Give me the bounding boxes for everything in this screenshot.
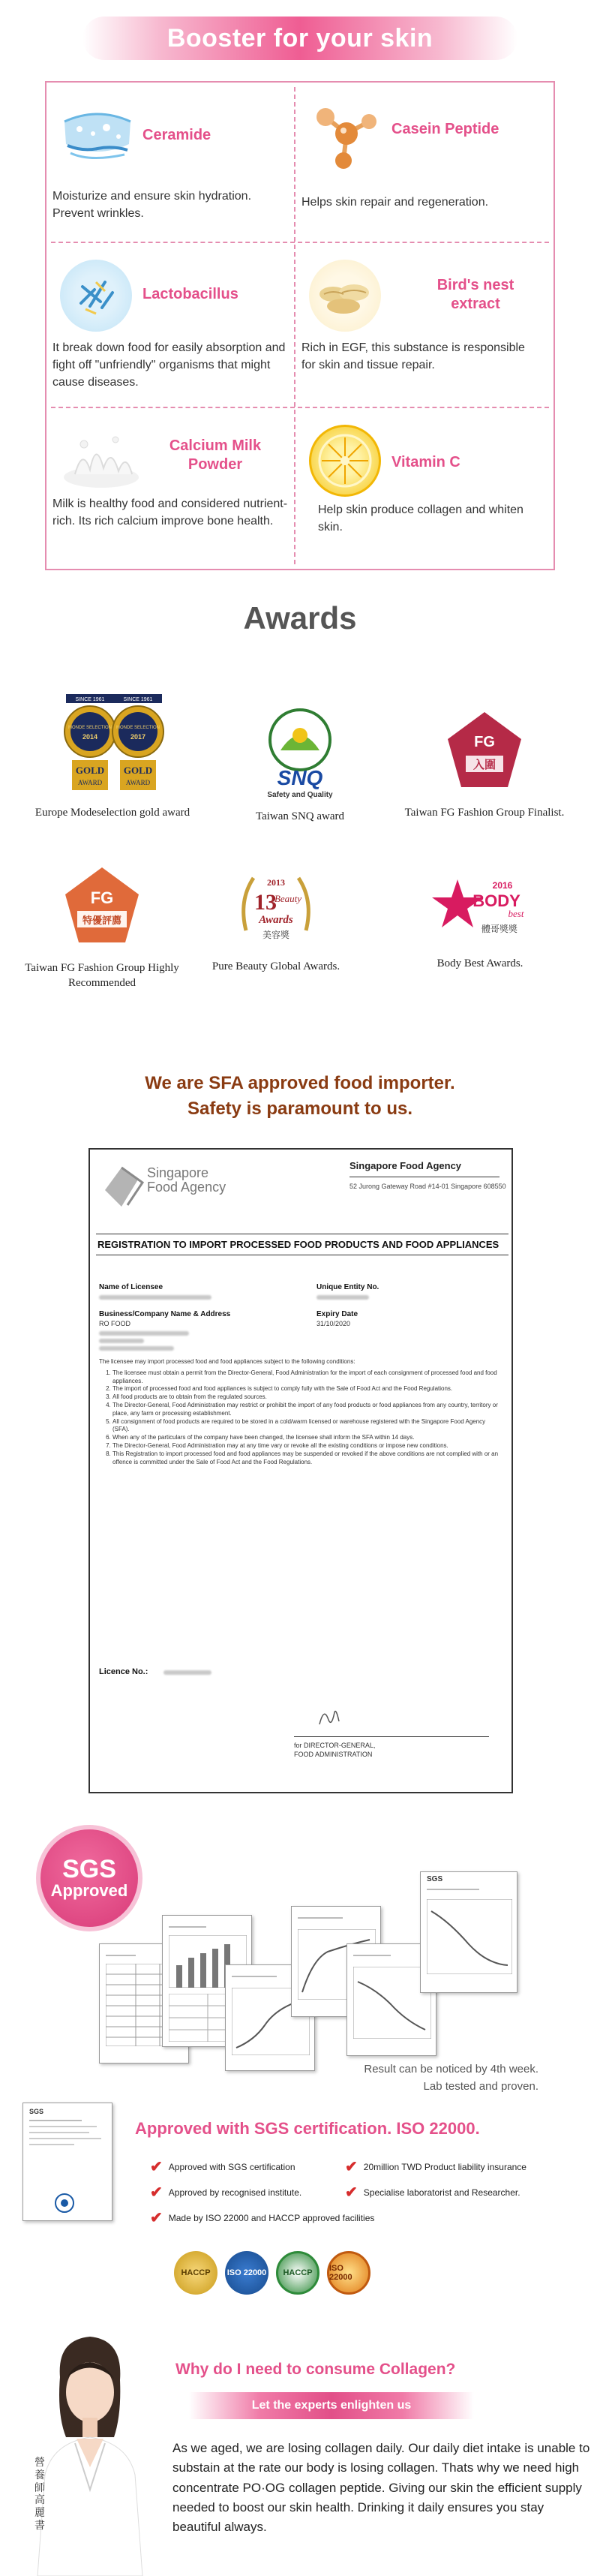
cert-uen-label: Unique Entity No. [316, 1283, 380, 1291]
cert-conditions [99, 1358, 504, 1466]
sgs-approved-badge [36, 1825, 142, 1931]
check-item [345, 2160, 526, 2175]
svg-text:入圍: 入圍 [472, 758, 496, 771]
ingredient-grid [45, 81, 555, 570]
check-item [150, 2160, 296, 2175]
svg-text:2017: 2017 [130, 733, 146, 741]
cert-conditions-list [99, 1369, 504, 1467]
ingredient-name: Bird's nest extract [436, 277, 514, 312]
svg-text:SINCE 1961: SINCE 1961 [75, 697, 105, 702]
cert-condition: 8. This Registration to import processed food and food appliances may be suspended or revoked if the above conditions are not complied with or an offence is committed under the Sale of Food Act and the Food Regulations. [112, 1450, 504, 1467]
collagen-paragraph: As we aged, we are losing collagen daily. Our daily diet intake is unable to substain at the rate our body is losing collagen. Thats why we need high concentrate PO·OG collagen peptide. Giving our skin the efficient supply needed to boost our skin health. Drinking it daily ensures you stay beautiful always. [172, 2441, 590, 2535]
sfa-logo-text: Singapore Food Agency [147, 1165, 226, 1195]
award-monde-selection [22, 694, 202, 820]
sgs-stamp-icon [53, 2192, 76, 2214]
svg-text:FG: FG [90, 888, 114, 907]
ingredient-name: Casein Peptide [392, 121, 500, 137]
cert-condition: 5. All consignment of food products are required to be stored in a cold/warm licensed or warehouse registered with the Singapore Food Agency (SFA). [112, 1418, 504, 1435]
cert-business-value: RO FOOD [99, 1320, 130, 1327]
ingredient-birds-nest [296, 243, 543, 406]
nutritionist-label: 營養師 高麗書 [34, 2457, 45, 2532]
sfa-title [0, 1071, 600, 1121]
report-line [29, 2138, 101, 2139]
sgs-badge-text: SGS [62, 1854, 116, 1883]
ingredient-calcium-milk-powder [46, 408, 294, 571]
ingredient-ceramide [46, 83, 294, 245]
cert-condition: 1. The licensee must obtain a permit from the Director-General, Food Administration for the import of each consignment of processed food and food appliances. [112, 1369, 504, 1386]
report-line [106, 1955, 136, 1956]
molecule-icon [309, 99, 381, 171]
report-line-graph-icon [427, 1899, 512, 1974]
svg-text:2013: 2013 [267, 877, 285, 888]
iso-22000-badge-icon: ISO 22000 [225, 2251, 268, 2295]
svg-text:Beauty: Beauty [274, 893, 302, 904]
award-caption: Pure Beauty Global Awards. [212, 960, 340, 972]
award-snq [210, 705, 390, 824]
nutritionist-avatar [30, 2325, 150, 2576]
cert-name-label: Name of Licensee [99, 1283, 164, 1291]
cert-sign-line1: for DIRECTOR-GENERAL, [294, 1742, 376, 1749]
ingredient-description: Moisturize and ensure skin hydration. Prevent wrinkles. [52, 190, 252, 221]
check-item-label: Specialise laboratorist and Researcher. [363, 2187, 520, 2198]
booster-banner [82, 17, 518, 60]
checkmark-icon: ✔ [150, 2159, 163, 2175]
svg-text:AWARD: AWARD [77, 779, 103, 786]
svg-text:特優評薦: 特優評薦 [82, 915, 122, 927]
svg-text:GOLD: GOLD [123, 765, 153, 776]
svg-text:GOLD: GOLD [75, 765, 105, 776]
redacted-text [164, 1670, 212, 1675]
sfa-title-line: We are SFA approved food importer. [145, 1073, 455, 1093]
nutritionist-photo [30, 2325, 150, 2576]
birds-nest-icon [309, 260, 381, 332]
cert-address: 52 Jurong Gateway Road #14-01 Singapore 608550 [350, 1183, 506, 1190]
report-line [298, 1917, 343, 1919]
svg-text:2014: 2014 [82, 733, 98, 741]
redacted-text [316, 1295, 369, 1300]
sgs-logo-text: SGS [29, 2108, 44, 2115]
ingredient-name: Lactobacillus [142, 286, 238, 302]
svg-text:SNQ: SNQ [277, 766, 323, 789]
bacteria-icon [60, 260, 132, 332]
cert-heading: REGISTRATION TO IMPORT PROCESSED FOOD PRODUCTS AND FOOD APPLIANCES [96, 1234, 508, 1255]
report-line [169, 1926, 206, 1928]
svg-text:13: 13 [254, 890, 277, 915]
ingredient-name: Calcium Milk Powder [169, 437, 262, 473]
report-line [29, 2120, 82, 2121]
sgs-note-line: Lab tested and proven. [423, 2080, 538, 2094]
report-line [29, 2132, 89, 2133]
svg-text:best: best [508, 908, 524, 919]
ingredient-name: Vitamin C [392, 454, 460, 470]
milk-splash-icon [60, 425, 132, 497]
check-item [150, 2211, 374, 2226]
cert-condition: 3. All food products are to obtain from the regulated sources. [112, 1393, 504, 1402]
svg-text:FG: FG [474, 734, 495, 750]
haccp-badge-icon: HACCP [174, 2251, 218, 2295]
check-item-label: 20million TWD Product liability insurance [363, 2162, 526, 2172]
awards-title: Awards [243, 600, 357, 636]
check-item-label: Approved by recognised institute. [168, 2187, 302, 2198]
cert-sign-text [294, 1741, 375, 1759]
award-caption: Taiwan FG Fashion Group Finalist. [404, 807, 565, 819]
award-fg-finalist [394, 709, 574, 820]
svg-text:SINCE 1961: SINCE 1961 [123, 697, 153, 702]
ingredient-casein-peptide [296, 83, 543, 245]
sgs-certificate-document [22, 2103, 112, 2221]
iso-22000-orange-badge-icon: ISO 22000 [327, 2251, 370, 2295]
cert-condition: 2. The import of processed food and food appliances is subject to comply fully with the Sale of Food Act and the Food Regulations. [112, 1385, 504, 1393]
svg-text:MONDE SELECTION: MONDE SELECTION [68, 726, 112, 730]
award-caption: Taiwan SNQ award [255, 810, 345, 822]
svg-text:2016: 2016 [492, 880, 513, 891]
sfa-title-line: Safety is paramount to us. [187, 1098, 413, 1119]
ingredient-description: Help skin produce collagen and whiten skin. [318, 503, 524, 534]
award-pure-beauty [186, 863, 366, 974]
check-item-label: Approved with SGS certification [168, 2162, 296, 2172]
experts-banner [189, 2392, 474, 2419]
cert-condition: 6. When any of the particulars of the company have been changed, the licensee shall inform the SFA within 14 days. [112, 1434, 504, 1442]
checkmark-icon: ✔ [345, 2159, 358, 2175]
sfa-certificate [88, 1148, 513, 1793]
redacted-text [99, 1295, 212, 1300]
sgs-note-line: Result can be noticed by 4th week. [364, 2063, 538, 2076]
ingredient-description: Helps skin repair and regeneration. [302, 196, 489, 209]
svg-text:Safety and Quality: Safety and Quality [267, 791, 333, 799]
check-item [345, 2185, 520, 2200]
svg-text:MONDE SELECTION: MONDE SELECTION [116, 726, 160, 730]
cert-business-label: Business/Company Name & Address [99, 1310, 231, 1318]
checkmark-icon: ✔ [150, 2184, 163, 2201]
body-best-icon [428, 867, 532, 950]
monde-selection-medal-icon [45, 694, 180, 799]
report-line [353, 1955, 391, 1956]
cert-sign-line2: FOOD ADMINISTRATION [294, 1751, 373, 1759]
svg-text:美容獎: 美容獎 [262, 930, 290, 940]
redacted-text [99, 1331, 189, 1336]
award-caption: Europe Modeselection gold award [34, 807, 190, 819]
cert-expiry-value: 31/10/2020 [316, 1320, 351, 1327]
cert-expiry-label: Expiry Date [316, 1310, 358, 1318]
svg-text:BODY: BODY [472, 891, 520, 910]
ingredient-description: Milk is healthy food and considered nutrient-rich. Its rich calcium improve bone health. [52, 497, 288, 528]
ingredient-lactobacillus [46, 243, 294, 406]
ingredient-vitamin-c [296, 408, 543, 571]
fg-recommended-badge-icon [61, 864, 143, 954]
ingredient-description: Rich in EGF, this substance is responsible for skin and tissue repair. [302, 341, 525, 372]
fg-finalist-badge-icon [443, 709, 526, 799]
svg-text:體哥獎獎: 體哥獎獎 [481, 924, 518, 934]
sgs-approved-title: Approved with SGS certification. ISO 22000. [135, 2119, 480, 2138]
cert-licence-label: Licence No.: [99, 1667, 148, 1676]
report-line [29, 2144, 74, 2145]
signature-icon [315, 1702, 345, 1732]
booster-title: Booster for your skin [166, 23, 434, 53]
award-fg-recommended [12, 864, 192, 991]
haccp-green-badge-icon: HACCP [276, 2251, 320, 2295]
vitamin-c-icon [309, 425, 381, 497]
sgs-report-document [420, 1871, 518, 1993]
report-line [29, 2126, 97, 2127]
check-item [150, 2185, 302, 2200]
sgs-note [358, 2060, 538, 2096]
svg-text:AWARD: AWARD [125, 779, 151, 786]
award-body-best [390, 867, 570, 971]
collagen-title: Why do I need to consume Collagen? [176, 2361, 456, 2378]
award-caption: Taiwan FG Fashion Group Highly Recommended [25, 962, 179, 990]
cert-condition: 7. The Director-General, Food Administration may at any time vary or revoke all the existing conditions or impose new conditions. [112, 1442, 504, 1450]
sfa-leaf-icon [99, 1160, 152, 1213]
ceramide-icon [60, 99, 132, 171]
sgs-badge-subtext: Approved [50, 1880, 128, 1900]
report-line [232, 1976, 277, 1977]
svg-text:Awards: Awards [259, 914, 293, 926]
experts-banner-text: Let the experts enlighten us [251, 2399, 412, 2412]
signature-line [294, 1736, 489, 1737]
check-item-label: Made by ISO 22000 and HACCP approved facilities [168, 2213, 375, 2223]
redacted-text [99, 1346, 174, 1351]
cert-condition: 4. The Director-General, Food Administration may restrict or prohibit the import of any food products or food appliances from any country, territory or place, any farm or processing establishment. [112, 1402, 504, 1418]
sfa-logo [99, 1160, 249, 1213]
award-caption: Body Best Awards. [436, 957, 524, 969]
sgs-logo-text: SGS [427, 1875, 443, 1883]
redacted-text [99, 1339, 144, 1343]
report-line [427, 1889, 479, 1890]
checkmark-icon: ✔ [150, 2210, 163, 2226]
beauty-awards-icon [231, 863, 321, 953]
snq-logo-icon [255, 705, 345, 803]
cert-agency: Singapore Food Agency [350, 1160, 462, 1171]
ingredient-name: Ceramide [142, 127, 212, 143]
ingredient-description: It break down food for easily absorption and fight off "unfriendly" organisms that might cause diseases. [52, 341, 286, 389]
cert-conditions-intro: The licensee may import processed food and food appliances subject to the following conditions: [99, 1358, 356, 1365]
checkmark-icon: ✔ [345, 2184, 358, 2201]
